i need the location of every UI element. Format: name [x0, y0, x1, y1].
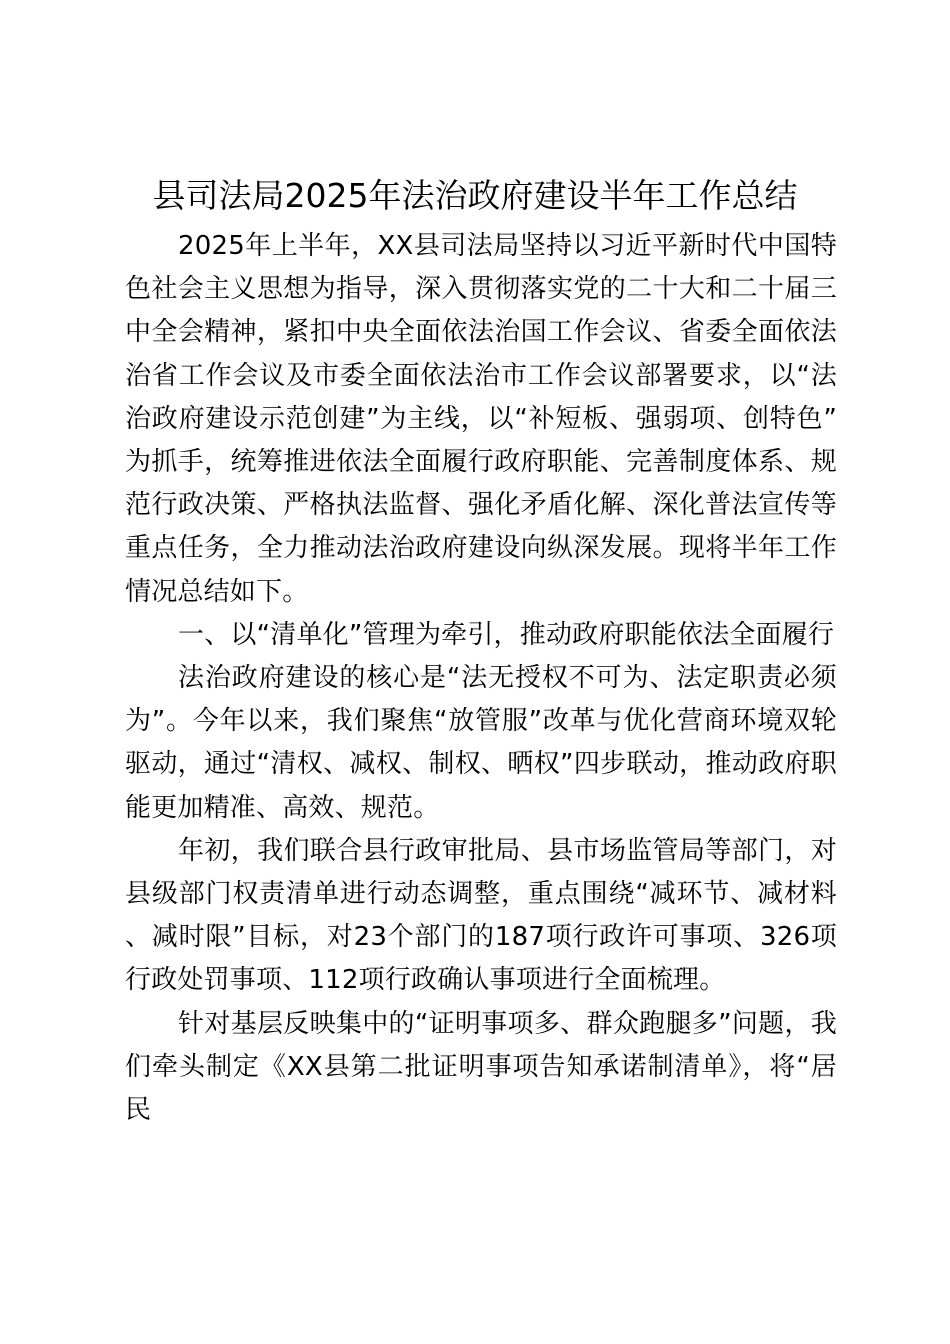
body-paragraph: 年初，我们联合县行政审批局、县市场监管局等部门，对县级部门权责清单进行动态调整，重点围绕“减环节、减材料、减时限”目标，对23个部门的187项行政许可事项、326项行政处罚事项、112项行政确认事项进行全面梳理。 [125, 835, 837, 996]
document-body [125, 225, 837, 1132]
document-title: 县司法局2025年法治政府建设半年工作总结 [152, 176, 798, 215]
section-heading-1: 一、以“清单化”管理为牵引，推动政府职能依法全面履行 [178, 619, 835, 650]
body-paragraph: 针对基层反映集中的“证明事项多、群众跑腿多”问题，我们牵头制定《XX县第二批证明事项告知承诺制清单》，将“居民 [125, 1008, 837, 1126]
body-paragraph: 法治政府建设的核心是“法无授权不可为、法定职责必须为”。今年以来，我们聚焦“放管服”改革与优化营商环境双轮驱动，通过“清权、减权、制权、晒权”四步联动，推动政府职能更加精准、高效、规范。 [125, 663, 837, 823]
intro-paragraph: 2025年上半年，XX县司法局坚持以习近平新时代中国特色社会主义思想为指导，深入贯彻落实党的二十大和二十届三中全会精神，紧扣中央全面依法治国工作会议、省委全面依法治省工作会议及市委全面依法治市工作会议部署要求，以“法治政府建设示范创建”为主线，以“补短板、强弱项、创特色”为抓手，统筹推进依法全面履行政府职能、完善制度体系、规范行政决策、严格执法监督、强化矛盾化解、深化普法宣传等重点任务，全力推动法治政府建设向纵深发展。现将半年工作情况总结如下。 [125, 231, 837, 607]
